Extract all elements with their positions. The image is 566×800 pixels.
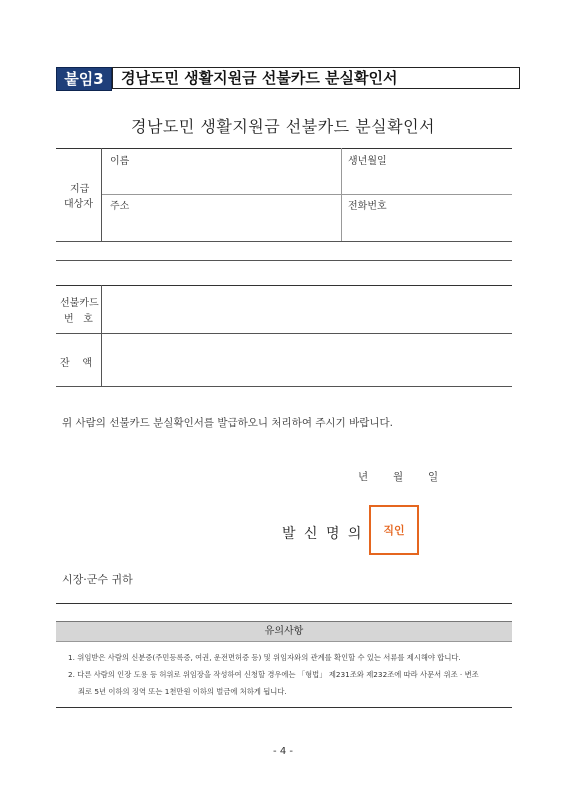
form-col-divider-3 bbox=[101, 285, 102, 386]
form-col-divider-1 bbox=[101, 148, 102, 241]
declaration-text: 위 사람의 선불카드 분실확인서를 발급하오니 처리하여 주시기 바랍니다. bbox=[62, 417, 393, 429]
form-card-top bbox=[56, 285, 512, 286]
address-label: 주소 bbox=[110, 201, 130, 212]
notice-bottom-border bbox=[56, 707, 512, 708]
date-month: 월 bbox=[393, 471, 404, 483]
addressee-divider bbox=[56, 603, 512, 604]
date-year: 년 bbox=[358, 471, 369, 483]
form-gap-line bbox=[56, 260, 512, 261]
date-day: 일 bbox=[428, 471, 439, 483]
recipient-label-line2: 대상자 bbox=[64, 199, 93, 210]
phone-field[interactable] bbox=[343, 210, 511, 238]
document-title: 경남도민 생활지원금 선불카드 분실확인서 bbox=[131, 117, 435, 136]
form-top-border bbox=[56, 148, 512, 149]
form-card-bottom bbox=[56, 333, 512, 334]
card-number-label-line2: 번 호 bbox=[64, 314, 93, 325]
name-field[interactable] bbox=[103, 165, 339, 191]
phone-label: 전화번호 bbox=[348, 201, 387, 212]
balance-label: 잔 액 bbox=[60, 358, 93, 369]
balance-field[interactable] bbox=[103, 335, 511, 384]
name-label: 이름 bbox=[110, 156, 130, 167]
form-col-divider-2 bbox=[341, 148, 342, 241]
notice-item-2-continued: 죄로 5년 이하의 징역 또는 1천만원 이하의 벌금에 처하게 됩니다. bbox=[78, 687, 287, 696]
address-field[interactable] bbox=[103, 210, 339, 238]
notice-item-1: 1. 위임받은 사람의 신분증(주민등록증, 여권, 운전면허증 등) 및 위임자와의 관계를 확인할 수 있는 서류를 제시해야 합니다. bbox=[68, 653, 461, 662]
stamp-text: 직인 bbox=[383, 524, 405, 537]
issuer-label: 발 신 명 의 bbox=[282, 526, 364, 542]
birthdate-field[interactable] bbox=[343, 165, 511, 191]
appendix-tag: 붙임3 bbox=[56, 67, 112, 91]
notice-item-2: 2. 다른 사람의 인장 도용 등 허위로 위임장을 작성하여 신청할 경우에는 「형법」 제231조와 제232조에 따라 사문서 위조 · 변조 bbox=[68, 670, 479, 679]
birthdate-label: 생년월일 bbox=[348, 156, 387, 167]
page-number: - 4 - bbox=[273, 746, 293, 757]
form-row-divider bbox=[102, 194, 512, 195]
form-balance-bottom bbox=[56, 386, 512, 387]
banner-title: 경남도민 생활지원금 선불카드 분실확인서 bbox=[112, 67, 520, 89]
addressee: 시장·군수 귀하 bbox=[62, 573, 133, 586]
card-number-field[interactable] bbox=[103, 287, 511, 331]
official-seal-stamp bbox=[369, 505, 419, 555]
recipient-label-line1: 지급 bbox=[70, 184, 90, 195]
form-recipient-bottom bbox=[56, 241, 512, 242]
notice-heading: 유의사항 bbox=[56, 621, 512, 642]
card-number-label-line1: 선불카드 bbox=[60, 298, 99, 309]
